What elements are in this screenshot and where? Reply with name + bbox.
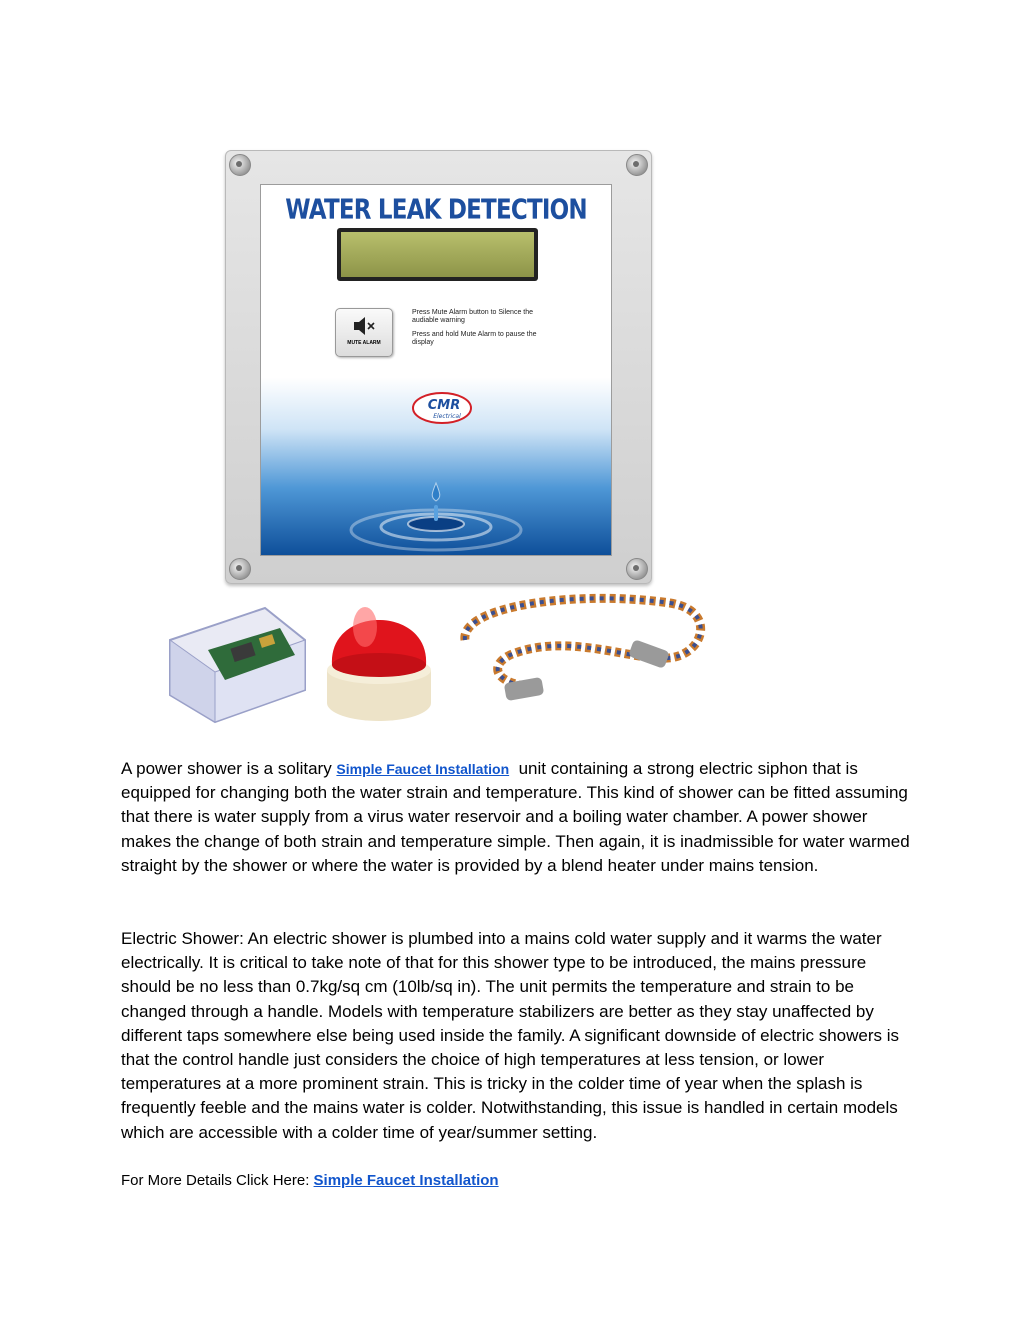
speaker-mute-icon [351, 315, 377, 337]
gsm-module-icon [160, 600, 310, 725]
more-details [121, 1171, 499, 1191]
mute-alarm-label: MUTE ALARM [347, 340, 381, 346]
screw-icon [229, 558, 251, 580]
panel-face [260, 184, 612, 556]
cmr-electrical-logo [411, 391, 473, 425]
leak-detection-panel [225, 150, 652, 584]
screw-icon [626, 558, 648, 580]
simple-faucet-installation-link[interactable]: Simple Faucet Installation [336, 761, 510, 777]
alarm-beacon-icon [320, 585, 438, 725]
more-details-link[interactable]: Simple Faucet Installation [313, 1172, 499, 1189]
paragraph-text: A power shower is a solitary [121, 759, 337, 778]
product-image [155, 145, 715, 725]
more-details-label: For More Details Click Here: [121, 1172, 314, 1189]
mute-alarm-button [335, 308, 393, 357]
brand-sub: Electrical [433, 413, 461, 420]
screw-icon [626, 154, 648, 176]
panel-instructions [412, 309, 552, 353]
brand-name: CMR [427, 398, 461, 413]
screw-icon [229, 154, 251, 176]
water-ripple-icon [346, 475, 526, 555]
lcd-display [337, 228, 538, 281]
paragraph-electric-shower: Electric Shower: An electric shower is plumbed into a mains cold water supply and it warms the water electrically. It is critical to take note of that for this shower type to be introduced, the mains pressure should be no less than 0.7kg/sq cm (10lb/sq in). The unit permits the temperature and strain to be changed through a handle. Models with temperature stabilizers are better as they stay unaffected by different taps somewhere else being used inside the family. A significant downside of electric showers is that the control handle just considers the choice of high temperatures at less tension, or lower temperatures at a more prominent strain. This is tricky in the colder time of year when the splash is frequently feeble and the mains water is colder. Notwithstanding, this issue is handled in certain models which are accessible with a colder time of year/summer setting. [121, 929, 900, 1142]
instruction-text: Press and hold Mute Alarm to pause the display [412, 331, 537, 346]
panel-title: WATER LEAK DETECTION [285, 194, 587, 226]
paragraph-text: unit containing a strong electric siphon that is equipped for changing both the water strain and temperature. This kind of shower can be fitted assuming that there is water supply from a virus water reservoir and a boiling water chamber. A power shower makes the change of both strain and temperature simple. Then again, it is inadmissible for water warmed straight by the shower or where the water is provided by a blend heater under mains tension. [121, 759, 915, 875]
paragraph-power-shower [121, 757, 915, 878]
instruction-text: Press Mute Alarm button to Silence the audiable warning [412, 309, 534, 324]
sensing-cable-icon [450, 585, 715, 725]
